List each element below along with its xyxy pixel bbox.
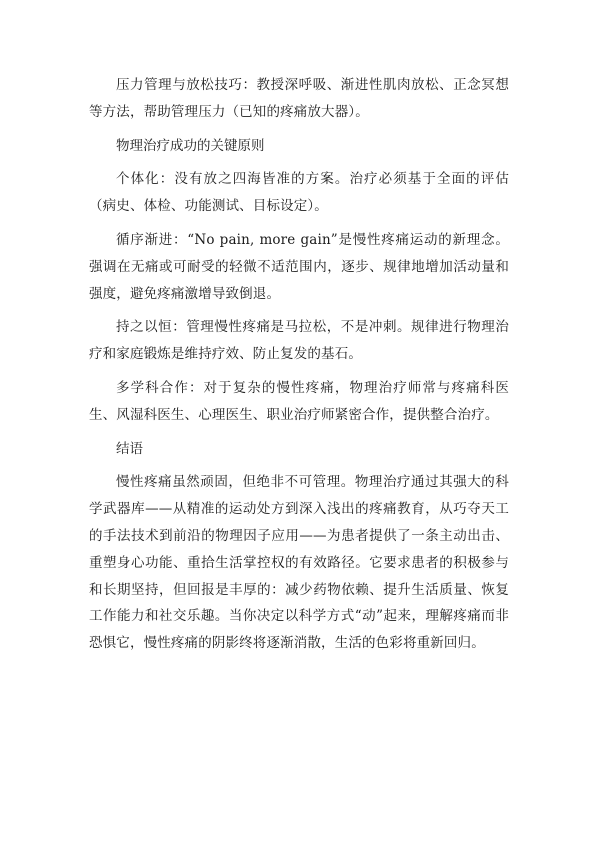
paragraph-stress-management: 压力管理与放松技巧：教授深呼吸、渐进性肌肉放松、正念冥想等方法，帮助管理压力（已知的疼痛放大器）。 — [89, 77, 509, 120]
heading-conclusion: 结语 — [116, 440, 143, 457]
paragraph-multidisciplinary: 多学科合作：对于复杂的慢性疼痛，物理治疗师常与疼痛科医生、风湿科医生、心理医生、职业治疗师紧密合作，提供整合治疗。 — [89, 379, 509, 423]
heading-key-principles: 物理治疗成功的关键原则 — [116, 137, 265, 154]
paragraph-individualization: 个体化：没有放之四海皆准的方案。治疗必须基于全面的评估（病史、体检、功能测试、目标设定）。 — [89, 171, 509, 215]
document-page — [89, 72, 509, 657]
paragraph-persistence: 持之以恒：管理慢性疼痛是马拉松，不是冲刺。规律进行物理治疗和家庭锻炼是维持疗效、防止复发的基石。 — [89, 319, 509, 363]
paragraph-progression: 循序渐进：“No pain, more gain”是慢性疼痛运动的新理念。强调在无痛或可耐受的轻微不适范围内，逐步、规律地增加活动量和强度，避免疼痛激增导致倒退。 — [89, 231, 509, 302]
paragraph-conclusion-body: 慢性疼痛虽然顽固，但绝非不可管理。物理治疗通过其强大的科学武器库——从精准的运动处方到深入浅出的疼痛教育，从巧夺天工的手法技术到前沿的物理因子应用——为患者提供了一条主动出击、重塑身心功能、重拾生活掌控权的有效路径。它要求患者的积极参与和长期坚持，但回报是丰厚的：减少药物依赖、提升生活质量、恢复工作能力和社交乐趣。当你决定以科学方式“动”起来，理解疼痛而非恐惧它，慢性疼痛的阴影终将逐渐消散，生活的色彩将重新回归。 — [89, 474, 509, 652]
